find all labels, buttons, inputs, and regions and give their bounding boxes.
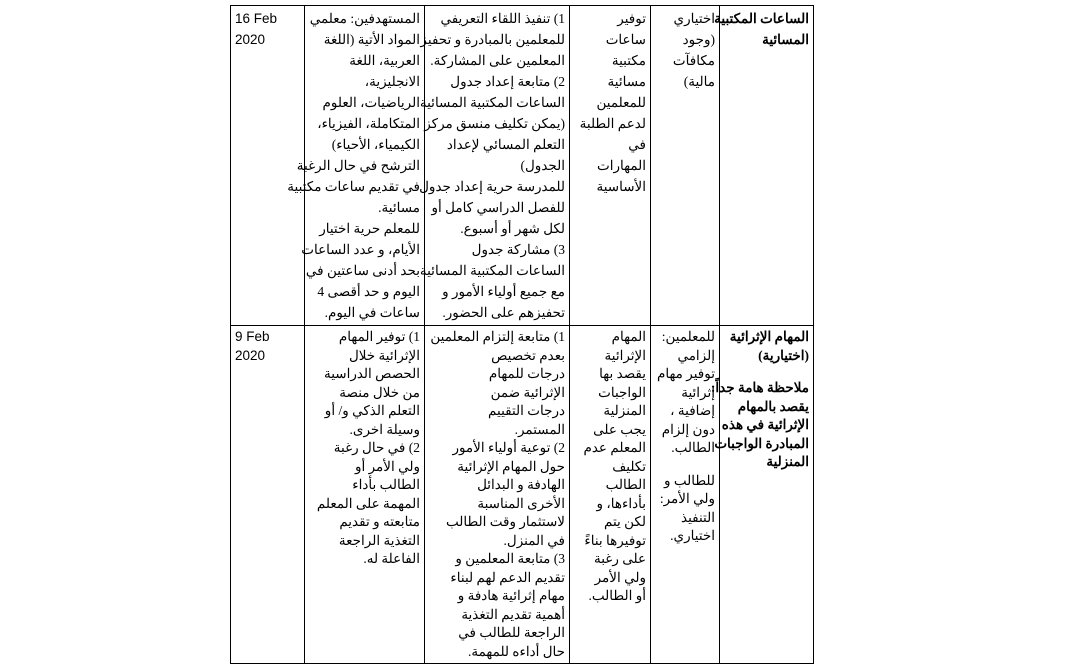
text-line: مسائية. [378,200,420,215]
note-line: الإثرائية في هذه [721,417,809,432]
text-line: 1) تنفيذ اللقاء التعريفي [440,11,565,26]
text-line: من خلال منصة [339,384,420,400]
text-line: في [628,137,646,152]
text-line: المعلمين على المشاركة. [430,53,565,68]
text-line: متابعته و تقديم [339,514,420,529]
text-line: مكافآت [672,53,715,68]
text-line: الهادفة و البدائل [477,477,565,492]
text-line: التعلم الذكي و/ أو [324,403,420,418]
text-line: اليوم و حد أقصى 4 [317,284,420,299]
text-line: بأداءها، و [596,495,646,511]
note-line: ملاحظة هامة جداً: [710,380,809,395]
text-line: المهمة على المعلم [316,495,420,511]
text-line: لدعم الطلبة [579,116,646,131]
text-line: (وجود [682,32,715,47]
text-line: على رغبة [593,551,646,566]
text-line: مسائية [607,74,646,89]
text-line: إضافية ، [670,403,715,418]
text-line: 2) توعية أولياء الأمور [452,440,565,455]
text-line: المستمر. [514,421,565,437]
text-line: توفيرها بناءً [584,532,646,548]
text-line: الطالب. [671,440,715,455]
date-line: 2020 [235,32,266,47]
initiative-title: المهام الإثرائية [729,329,809,344]
text-line: الواجبات [598,384,646,400]
description-cell [570,326,651,664]
text-line: الإثرائية [604,347,646,363]
text-line: للمدرسة حرية إعداد جدول [419,179,565,194]
note-line: المبادرة الواجبات [714,435,809,451]
text-line: للمعلمين [596,95,646,110]
text-line: للمعلمين بالمبادرة و تحفيز [420,32,565,47]
text-line: إلزامي [677,347,715,363]
text-line: أهمية تقديم التغذية [461,606,565,622]
note-line: المنزلية [766,454,809,469]
date-cell [231,326,305,664]
initiative-title: الساعات المكتبية [714,11,809,26]
text-line: المواد الأتية (اللغة [323,32,420,47]
text-line: الحصص الدراسية [323,366,420,381]
text-line: المهارات [597,158,646,173]
text-line: مع جميع أولياء الأمور و [442,284,565,299]
text-line: الإثرائية خلال [348,347,420,363]
text-line: للفصل الدراسي كامل أو [431,200,565,215]
text-line: المتكاملة، الفيزياء، [317,116,420,131]
text-line: حول المهام الإثرائية [457,458,565,474]
text-line: حال أداءه للمهمة. [468,643,565,659]
text-line: المنزلية [603,403,646,418]
text-line: الجدول) [520,158,565,173]
date-line: 9 Feb [235,329,270,344]
procedures-cell [419,6,570,326]
text-line: ساعات في اليوم. [324,305,420,320]
text-line: 3) مشاركة جدول [471,242,565,257]
text-line: لاستثمار وقت الطالب [446,514,565,529]
text-line: مهام إثرائية هادفة و [457,588,565,603]
spacer [655,458,715,472]
text-line: التنفيذ [680,509,715,525]
text-line: للطالب و [663,472,715,488]
text-line: للمعلمين: [661,329,715,344]
text-line: دون إلزام [661,421,715,437]
text-line: التعلم المسائي لإعداد [446,137,565,152]
text-line: المهام [611,329,646,344]
text-line: 1) متابعة إلتزام المعلمين [430,329,565,344]
text-line: الطالب [605,477,646,492]
text-line: درجات للمهام [488,366,565,381]
procedures-cell [425,326,570,664]
text-line: مكتبية [611,53,646,68]
initiative-title: المسائية [762,32,809,47]
text-line: المستهدفين: معلمي [309,11,420,26]
initiatives-table [230,5,814,664]
text-line: الكيمياء، الأحياء) [331,137,420,152]
text-line: بعدم تخصيص [491,347,565,363]
text-line: الساعات المكتبية المسائية [419,95,565,110]
text-line: الطالب بأداء [352,477,420,492]
text-line: في تقديم ساعات مكتبية [287,179,420,194]
text-line: الترشح في حال الرغبة [296,158,420,173]
date-line: 2020 [235,347,266,363]
text-line: العربية، اللغة [349,53,420,68]
text-line: الفاعلة له. [363,551,420,566]
initiative-title: (اختيارية) [758,347,809,363]
text-line: لكل شهر أو أسبوع. [460,221,565,236]
text-line: يقصد بها [599,366,646,381]
spacer [724,365,809,379]
text-line: 2) في حال رغبة [333,440,420,455]
text-line: الأخرى المناسبة [477,495,565,511]
text-line: الأساسية [596,179,646,194]
text-line: ولي الأمر [594,569,646,585]
beneficiaries-cell [305,326,425,664]
text-line: تكليف [612,458,646,474]
table-row [231,326,814,664]
text-line: 1) توفير المهام [338,329,420,344]
text-line: للمعلم حرية اختيار [319,221,420,236]
text-line: تقديم الدعم لهم لبناء [450,569,565,585]
text-line: أو الطالب. [588,588,646,603]
note-line: يقصد بالمهام [737,398,809,414]
text-line: الانجليزية، [364,74,420,89]
text-line: التغذية الراجعة [338,532,420,548]
initiative-cell [714,6,814,326]
text-line: ساعات [605,32,646,47]
initiative-cell [710,326,814,664]
text-line: الرياضيات، العلوم [322,95,420,110]
text-line: الساعات المكتبية المسائية [419,263,565,278]
table-row [231,6,814,326]
text-line: مالية) [683,74,715,89]
text-line: اختياري. [670,528,715,543]
text-line: بحد أدنى ساعتين في [305,263,420,278]
text-line: في المنزل. [503,532,565,548]
text-line: ولي الأمر أو [354,458,420,474]
text-line: 3) متابعة المعلمين و [455,551,565,566]
text-line: درجات التقييم [488,403,565,418]
text-line: وسيلة اخرى. [349,421,420,437]
text-line: الأيام، و عدد الساعات [301,242,420,257]
text-line: اختياري [673,11,715,26]
text-line: يجب على [593,421,646,437]
text-line: تحفيزهم على الحضور. [442,305,565,320]
type-cell [651,6,720,326]
text-line: ولي الأمر: [659,491,715,506]
text-line: المعلم عدم [583,440,646,455]
description-cell [570,6,651,326]
text-line: لكن يتم [603,514,646,529]
text-line: الراجعة للطالب في [458,625,565,640]
text-line: 2) متابعة إعداد جدول [450,74,565,89]
text-line: إثرائية [681,384,715,400]
text-line: (يمكن تكليف منسق مركز [424,116,565,131]
type-cell [651,326,720,664]
text-line: توفير مهام [656,366,715,381]
beneficiaries-cell [287,6,425,326]
text-line: توفير [617,11,646,26]
date-cell [231,6,305,326]
text-line: الإثرائية ضمن [490,384,565,400]
date-line: 16 Feb [235,11,278,26]
